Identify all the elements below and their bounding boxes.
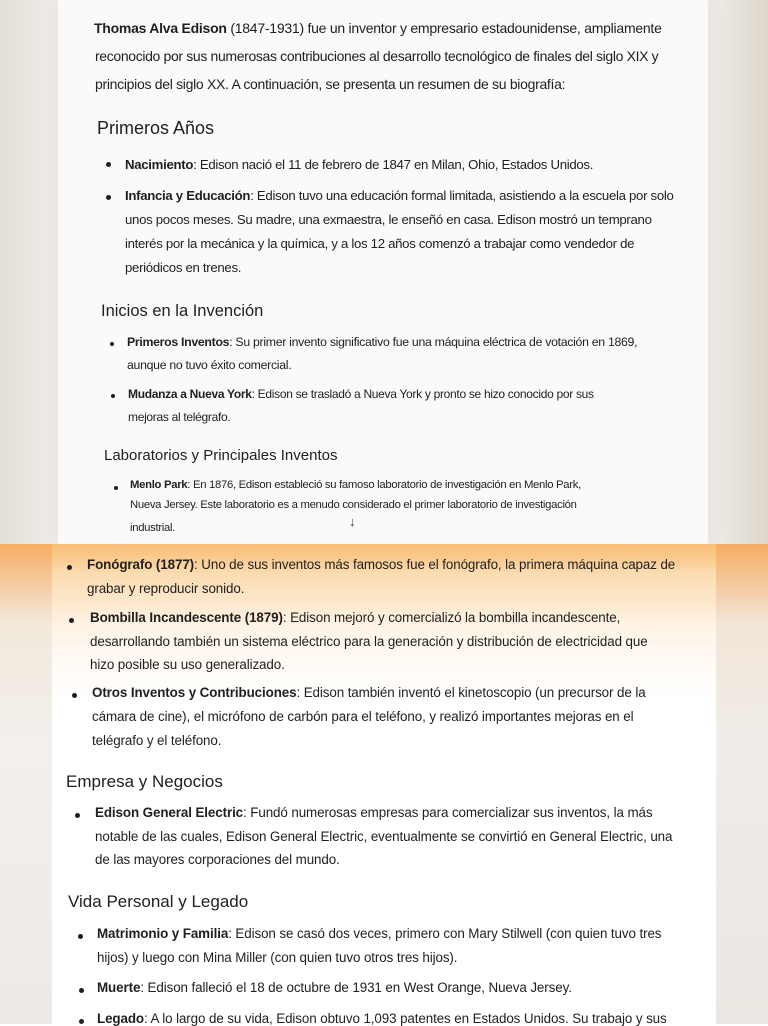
bullet xyxy=(79,988,84,993)
heading-empresa: Empresa y Negocios xyxy=(66,772,223,791)
page-edge-left xyxy=(0,544,52,1024)
heading-inicios: Inicios en la Invención xyxy=(101,302,264,320)
list-item-matrimonio-line: hijos) y luego con Mina Miller (con quien tuvo otros tres hijos). xyxy=(97,950,458,965)
list-item-otros-line: cámara de cine), el micrófono de carbón para el teléfono, y realizó importantes mejoras en el xyxy=(92,709,634,724)
list-item-fonografo-line: grabar y reproducir sonido. xyxy=(87,581,245,596)
list-item-infancia-line: interés por la mecánica y la química, y a los 12 años comenzó a trabajar como vendedor de xyxy=(125,236,635,251)
list-item-infancia-line: unos pocos meses. Su madre, una exmaestra, le enseñó en casa. Edison mostró un temprano xyxy=(125,212,652,227)
list-item-primeros-inventos-line: aunque no tuvo éxito comercial. xyxy=(127,358,292,372)
list-item-primeros-inventos: Primeros Inventos: Su primer invento significativo fue una máquina eléctrica de votación en 1869, xyxy=(127,335,638,349)
bullet xyxy=(79,1019,84,1024)
intro-name: Thomas Alva Edison xyxy=(94,20,227,36)
bullet xyxy=(110,342,114,346)
intro-line-2: reconocido por sus numerosas contribuciones al desarrollo tecnológico de finales del siglo XIX y xyxy=(95,48,659,64)
list-item-matrimonio: Matrimonio y Familia: Edison se casó dos veces, primero con Mary Stilwell (con quien tuvo tres xyxy=(97,926,662,941)
list-item-infancia: Infancia y Educación: Edison tuvo una educación formal limitada, asistiendo a la escuela por solo xyxy=(125,188,674,203)
list-item-mudanza: Mudanza a Nueva York: Edison se trasladó a Nueva York y pronto se hizo conocido por sus xyxy=(128,387,594,401)
list-item-mudanza-line: mejoras al telégrafo. xyxy=(128,410,231,424)
bullet xyxy=(106,195,111,200)
list-item-infancia-line: periódicos en trenes. xyxy=(125,260,242,275)
list-item-ge-line: notable de las cuales, Edison General Electric, eventualmente se convirtió en General Electric, una xyxy=(95,829,673,844)
intro-line-3: principios del siglo XX. A continuación, se presenta un resumen de su biografía: xyxy=(95,76,566,92)
list-item-nacimiento: Nacimiento: Edison nació el 11 de febrero de 1847 en Milan, Ohio, Estados Unidos. xyxy=(125,157,594,172)
heading-vida-personal: Vida Personal y Legado xyxy=(68,892,249,911)
bullet xyxy=(75,813,80,818)
bullet xyxy=(111,394,115,398)
heading-primeros-anos: Primeros Años xyxy=(97,118,215,138)
list-item-bombilla-line: desarrollando también un sistema eléctrico para la generación y distribución de electricidad que xyxy=(90,634,648,649)
bullet xyxy=(106,162,111,167)
list-item-menlo-line: industrial. xyxy=(130,522,176,534)
list-item-otros-line: telégrafo y el teléfono. xyxy=(92,733,222,748)
list-item-menlo-park: Menlo Park: En 1876, Edison estableció su famoso laboratorio de investigación en Menlo Park, xyxy=(130,479,581,491)
bullet xyxy=(67,565,72,570)
list-item-menlo-line: Nueva Jersey. Este laboratorio es a menudo considerado el primer laboratorio de investigación xyxy=(130,499,577,511)
intro-line-1: Thomas Alva Edison (1847-1931) fue un inventor y empresario estadounidense, ampliamente xyxy=(94,20,662,36)
list-item-legado: Legado: A lo largo de su vida, Edison obtuvo 1,093 patentes en Estados Unidos. Su trabajo y sus xyxy=(97,1011,667,1026)
list-item-muerte: Muerte: Edison falleció el 18 de octubre de 1931 en West Orange, Nueva Jersey. xyxy=(97,980,572,995)
list-item-bombilla: Bombilla Incandescente (1879): Edison mejoró y comercializó la bombilla incandescente, xyxy=(90,610,621,625)
bullet xyxy=(69,618,74,623)
arrow-down-icon[interactable]: ↓ xyxy=(349,514,356,529)
list-item-general-electric: Edison General Electric: Fundó numerosas empresas para comercializar sus inventos, la más xyxy=(95,805,653,820)
list-item-otros-inventos: Otros Inventos y Contribuciones: Edison también inventó el kinetoscopio (un precursor de la xyxy=(92,685,646,700)
list-item-fonografo: Fonógrafo (1877): Uno de sus inventos más famosos fue el fonógrafo, la primera máquina capaz de xyxy=(87,557,676,572)
bullet xyxy=(78,934,83,939)
list-item-ge-line: de las mayores corporaciones del mundo. xyxy=(95,852,340,867)
heading-laboratorios: Laboratorios y Principales Inventos xyxy=(104,447,338,464)
page-edge-right xyxy=(716,544,768,1024)
bullet xyxy=(114,486,118,490)
bullet xyxy=(72,693,77,698)
list-item-bombilla-line: hizo posible su uso generalizado. xyxy=(90,657,285,672)
